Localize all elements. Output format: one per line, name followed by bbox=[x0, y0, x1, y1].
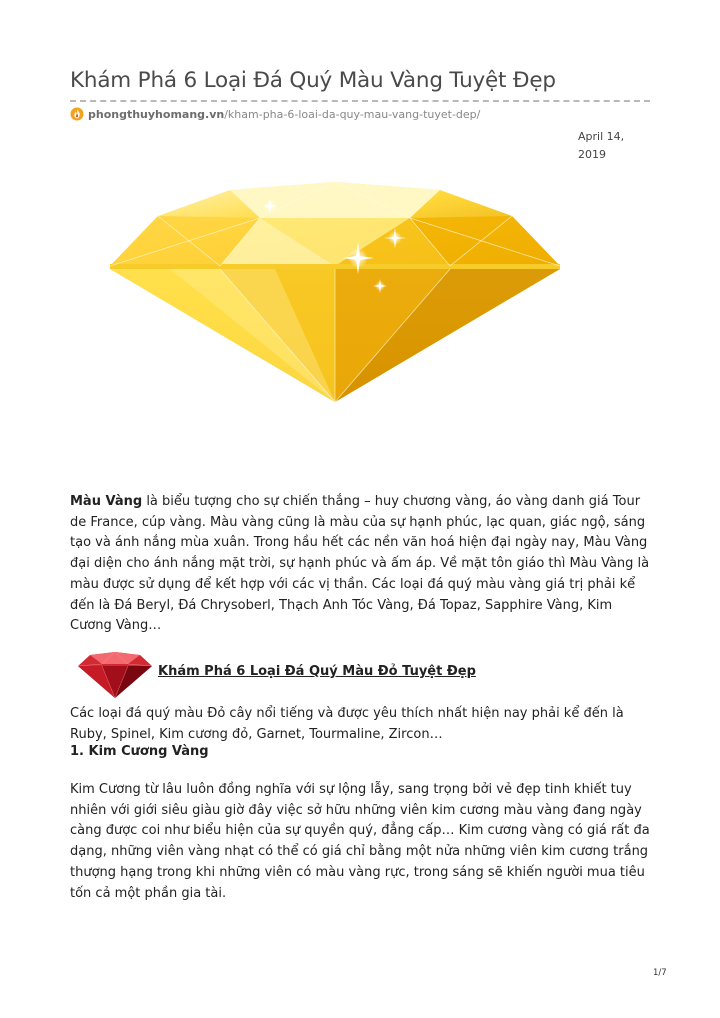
source-url[interactable] bbox=[70, 106, 480, 122]
source-domain: phongthuyhomang.vn bbox=[88, 107, 225, 121]
post-date-year: 2019 bbox=[578, 148, 606, 161]
related-article-link[interactable]: Khám Phá 6 Loại Đá Quý Màu Đỏ Tuyệt Đẹp bbox=[158, 664, 476, 679]
post-date bbox=[578, 128, 648, 164]
source-path: /kham-pha-6-loai-da-quy-mau-vang-tuyet-dep/ bbox=[224, 107, 481, 121]
intro-paragraph bbox=[70, 492, 650, 637]
intro-bold-term: Màu Vàng bbox=[70, 494, 143, 509]
red-gems-paragraph: Các loại đá quý màu Đỏ cây nổi tiếng và được yêu thích nhất hiện nay phải kể đến là Ruby, Spinel, Kim cương đỏ, Garnet, Tourmaline, Zircon… bbox=[70, 706, 624, 742]
kim-cuong-vang-paragraph: Kim Cương từ lâu luôn đồng nghĩa với sự lộng lẫy, sang trọng bởi vẻ đẹp tinh khiết tuy nhiên với giới siêu giàu giờ đây việc sở hữu những viên kim cương màu vàng đang ngày càng được coi như biểu hiện của sự quyền quý, đẳng cấp… Kim cương vàng có giá rất đa dạng, những viên vàng nhạt có thể có giá chỉ bằng một nửa những viên kim cương trắng thượng hạng trong khi những viên có màu vàng rực, trong sáng sẽ khiến người mua tiêu tốn cả một phần gia tài. bbox=[70, 782, 650, 901]
section-heading-kim-cuong-vang: 1. Kim Cương Vàng bbox=[70, 744, 209, 759]
post-date-month-day: April 14, bbox=[578, 130, 625, 143]
red-ruby-gem-icon bbox=[78, 652, 152, 698]
yellow-diamond-image bbox=[110, 176, 560, 402]
page-number: 1/7 bbox=[653, 968, 667, 978]
intro-text: là biểu tượng cho sự chiến thắng – huy chương vàng, áo vàng danh giá Tour de France, cúp vàng. Màu vàng cũng là màu của sự hạnh phúc, lạc quan, giác ngộ, sáng tạo và ánh nắng mùa xuân. Trong hầu hết các nền văn hoá hiện đại ngày nay, Màu Vàng đại diện cho ánh nắng mặt trời, sự hạnh phúc và ấm áp. Về mặt tôn giáo thì Màu Vàng là màu được sử dụng để kết hợp với các vị thần. Các loại đá quý màu vàng giá trị phải kể đến là Đá Beryl, Đá Chrysoberl, Thạch Anh Tóc Vàng, Đá Topaz, Sapphire Vàng, Kim Cương Vàng… bbox=[70, 494, 650, 634]
page-title: Khám Phá 6 Loại Đá Quý Màu Vàng Tuyệt Đẹp bbox=[70, 68, 556, 93]
related-article[interactable] bbox=[78, 650, 650, 704]
title-divider bbox=[70, 100, 650, 102]
flame-logo-icon bbox=[70, 107, 84, 121]
